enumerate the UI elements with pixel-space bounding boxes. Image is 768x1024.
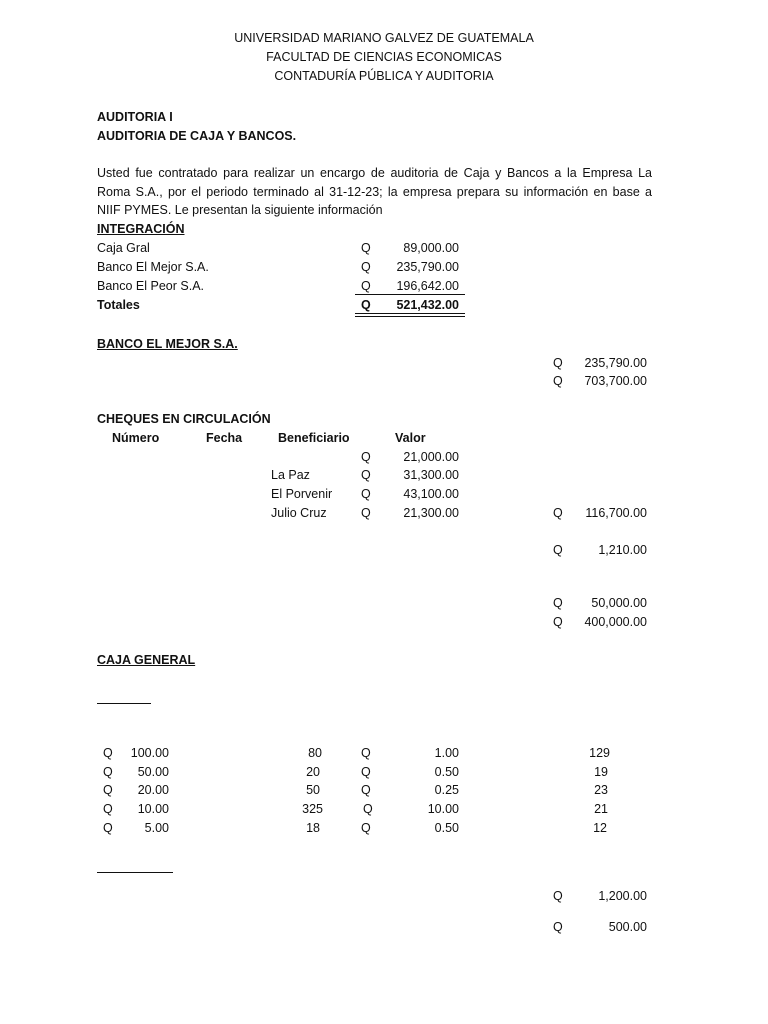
bill-denomination: 5.00 (144, 821, 169, 835)
integracion-amount: 196,642.00 (396, 279, 459, 293)
bill-denomination: 100.00 (130, 746, 169, 760)
currency-symbol: Q (553, 615, 563, 629)
header-program: CONTADURÍA PÚBLICA Y AUDITORIA (274, 69, 494, 83)
cheque-valor: 43,100.00 (403, 487, 459, 501)
currency-symbol: Q (363, 802, 373, 816)
course-title: AUDITORIA I (97, 110, 173, 124)
totales-label: Totales (97, 298, 140, 312)
currency-symbol: Q (553, 920, 563, 934)
cheque-valor: 31,300.00 (403, 468, 459, 482)
col-valor: Valor (395, 431, 426, 445)
currency-symbol: Q (361, 450, 371, 464)
currency-symbol: Q (553, 596, 563, 610)
currency-symbol: Q (553, 374, 563, 388)
col-beneficiario: Beneficiario (278, 431, 350, 445)
col-fecha: Fecha (206, 431, 243, 445)
blank-rule (97, 872, 173, 873)
cheque-valor: 21,000.00 (403, 450, 459, 464)
currency-symbol: Q (361, 298, 371, 312)
coin-quantity: 12 (593, 821, 607, 835)
currency-symbol: Q (361, 746, 371, 760)
bill-denomination: 10.00 (137, 802, 169, 816)
bill-quantity: 80 (308, 746, 322, 760)
currency-symbol: Q (361, 506, 371, 520)
currency-symbol: Q (553, 543, 563, 557)
amount-value: 50,000.00 (591, 596, 647, 610)
currency-symbol: Q (103, 821, 113, 835)
currency-symbol: Q (103, 765, 113, 779)
banco-amount: 703,700.00 (584, 374, 647, 388)
currency-symbol: Q (361, 241, 371, 255)
cheque-valor: 21,300.00 (403, 506, 459, 520)
intro-paragraph: Usted fue contratado para realizar un encargo de auditoria de Caja y Bancos a la Empresa La Roma S.A., por el periodo terminado al 31-12-23; la empresa prepara su información en base a NIIF PYMES. Le presentan la siguiente información (97, 166, 652, 217)
bill-denomination: 50.00 (137, 765, 169, 779)
cheque-beneficiario: La Paz (271, 468, 310, 482)
integracion-amount: 89,000.00 (403, 241, 459, 255)
amount-value: 500.00 (608, 920, 647, 934)
currency-symbol: Q (103, 746, 113, 760)
col-numero: Número (112, 431, 160, 445)
integracion-amount: 235,790.00 (396, 260, 459, 274)
coin-denomination: 0.50 (434, 821, 459, 835)
coin-denomination: 0.25 (434, 783, 459, 797)
integracion-heading: INTEGRACIÓN (97, 222, 185, 236)
coin-denomination: 1.00 (434, 746, 459, 760)
amount-value: 1,210.00 (598, 543, 647, 557)
currency-symbol: Q (361, 821, 371, 835)
caja-heading: CAJA GENERAL (97, 653, 196, 667)
coin-quantity: 129 (589, 746, 610, 760)
currency-symbol: Q (361, 487, 371, 501)
currency-symbol: Q (103, 783, 113, 797)
bill-quantity: 325 (302, 802, 323, 816)
subtotal-rule (355, 294, 465, 295)
integracion-label: Banco El Peor S.A. (97, 279, 205, 293)
total-double-rule-bottom (355, 316, 465, 317)
currency-symbol: Q (103, 802, 113, 816)
integracion-label: Caja Gral (97, 241, 150, 255)
currency-symbol: Q (361, 279, 371, 293)
header-faculty: FACULTAD DE CIENCIAS ECONOMICAS (266, 50, 502, 64)
coin-quantity: 19 (594, 765, 608, 779)
bill-quantity: 20 (306, 765, 320, 779)
header-university: UNIVERSIDAD MARIANO GALVEZ DE GUATEMALA (234, 31, 534, 45)
banco-heading: BANCO EL MEJOR S.A. (97, 337, 238, 351)
currency-symbol: Q (553, 356, 563, 370)
currency-symbol: Q (361, 260, 371, 274)
bill-quantity: 18 (306, 821, 320, 835)
bill-quantity: 50 (306, 783, 320, 797)
cheque-beneficiario: Julio Cruz (271, 506, 327, 520)
currency-symbol: Q (361, 468, 371, 482)
total-double-rule-top (355, 313, 465, 314)
document-subtitle: AUDITORIA DE CAJA Y BANCOS. (97, 129, 297, 143)
currency-symbol: Q (553, 889, 563, 903)
cheques-heading: CHEQUES EN CIRCULACIÓN (97, 412, 271, 426)
banco-amount: 235,790.00 (584, 356, 647, 370)
coin-quantity: 21 (594, 802, 608, 816)
amount-value: 400,000.00 (584, 615, 647, 629)
totales-amount: 521,432.00 (396, 298, 459, 312)
coin-denomination: 10.00 (427, 802, 459, 816)
coin-denomination: 0.50 (434, 765, 459, 779)
cheques-total: 116,700.00 (585, 506, 647, 520)
cheque-beneficiario: El Porvenir (271, 487, 333, 501)
blank-rule (97, 703, 151, 704)
currency-symbol: Q (553, 506, 563, 520)
coin-quantity: 23 (594, 783, 608, 797)
integracion-label: Banco El Mejor S.A. (97, 260, 209, 274)
amount-value: 1,200.00 (598, 889, 647, 903)
currency-symbol: Q (361, 783, 371, 797)
currency-symbol: Q (361, 765, 371, 779)
bill-denomination: 20.00 (137, 783, 169, 797)
